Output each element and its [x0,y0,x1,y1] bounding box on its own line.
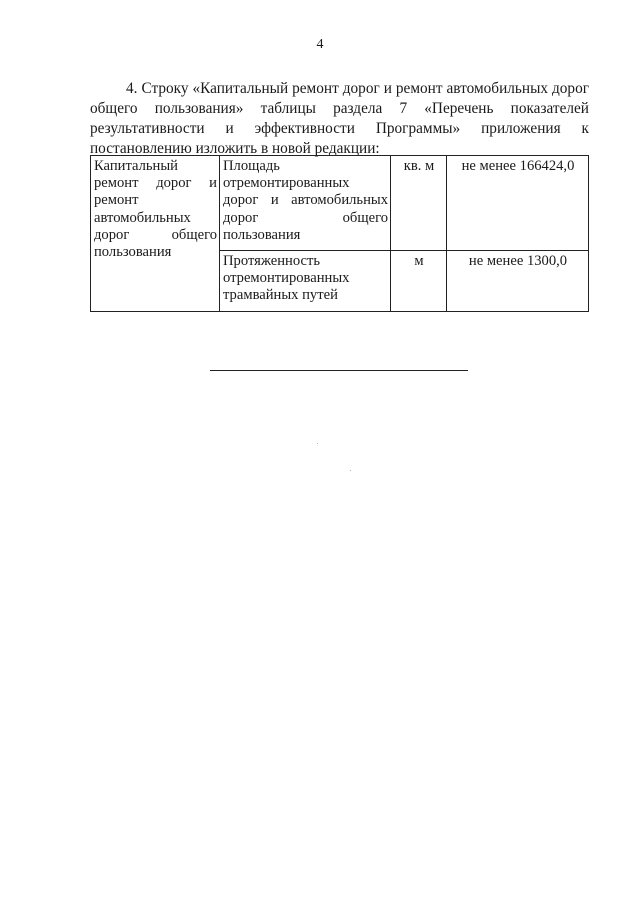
table-row [91,156,589,251]
value-cell: не менее 1300,0 [447,251,589,312]
amendment-paragraph: 4. Строку «Капитальный ремонт дорог и ремонт автомобильных дорог общего пользования» таблицы раздела 7 «Перечень показателей результативности и эффективности Программы» приложения к постановлению изложить в новой редакции: [90,80,589,158]
program-name-cell: Капитальный ремонт дорог и ремонт автомобильных дорог общего пользования [91,156,220,312]
scan-speck [350,470,351,471]
unit-cell: м [391,251,447,312]
value-cell: не менее 166424,0 [447,156,589,251]
indicator-cell: Протяженность отремонтированных трамвайных путей [220,251,391,312]
separator-line [210,370,468,371]
scan-speck [317,443,318,444]
indicators-table [90,155,589,312]
page-number: 4 [316,37,324,52]
indicator-cell: Площадь отремонтированных дорог и автомобильных дорог общего пользования [220,156,391,251]
unit-cell: кв. м [391,156,447,251]
